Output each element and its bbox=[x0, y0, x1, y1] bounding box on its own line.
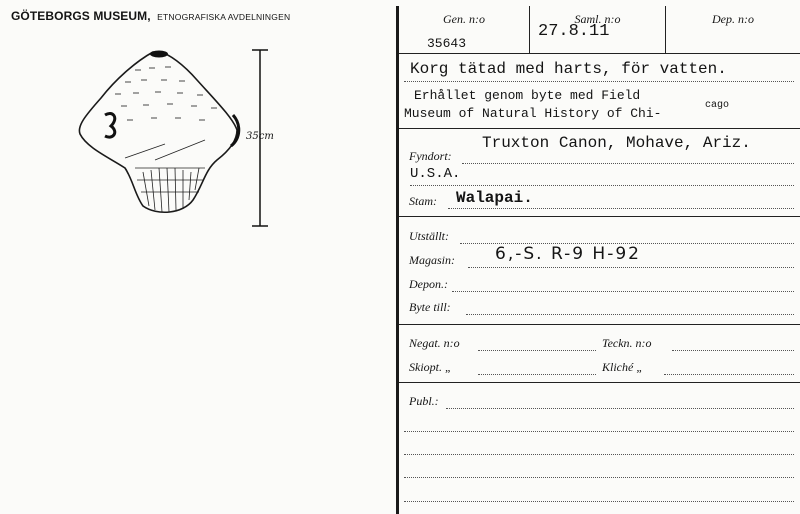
fyndort-leader-2 bbox=[410, 184, 794, 186]
gen-label: Gen. n:o bbox=[443, 12, 485, 26]
publ-leader bbox=[446, 407, 794, 409]
utstallt-label: Utställt: bbox=[409, 229, 450, 243]
object-title: Korg tätad med harts, för vatten. bbox=[410, 60, 727, 78]
museum-name: GÖTEBORGS MUSEUM, bbox=[11, 9, 151, 23]
negat-label: Negat. n:o bbox=[409, 336, 460, 350]
section-line bbox=[399, 216, 800, 217]
byte-leader bbox=[466, 313, 794, 315]
fyndort-label: Fyndort: bbox=[409, 149, 452, 163]
dep-label: Dep. n:o bbox=[712, 12, 754, 26]
fyndort-value-2: U.S.A. bbox=[410, 166, 461, 182]
stam-leader bbox=[448, 207, 794, 209]
teckn-leader bbox=[672, 349, 794, 351]
saml-cell bbox=[530, 6, 665, 53]
byte-label: Byte till: bbox=[409, 300, 451, 314]
saml-value: 27.8.11 bbox=[538, 22, 610, 41]
depon-leader bbox=[452, 290, 794, 292]
teckn-label: Teckn. n:o bbox=[602, 336, 652, 350]
skiopt-label: Skiopt. „ bbox=[409, 360, 452, 374]
publ-leader bbox=[404, 430, 794, 432]
kliche-leader bbox=[664, 373, 794, 375]
dep-cell bbox=[666, 6, 800, 53]
publ-leader bbox=[404, 476, 794, 478]
gen-cell bbox=[399, 6, 529, 53]
stam-value: Walapai. bbox=[456, 189, 533, 207]
card-border-left bbox=[396, 6, 399, 514]
section-line bbox=[399, 324, 800, 325]
negat-leader bbox=[478, 349, 596, 351]
acquisition-note-line2: Museum of Natural History of Chi- bbox=[404, 106, 662, 121]
skiopt-leader bbox=[478, 373, 596, 375]
stam-label: Stam: bbox=[409, 194, 437, 208]
magasin-value: 6,-S. R-9 H-92 bbox=[495, 244, 641, 264]
acquisition-note-line1: Erhållet genom byte med Field bbox=[414, 88, 641, 103]
acquisition-note-superscript: cago bbox=[705, 100, 730, 111]
section-line bbox=[399, 382, 800, 383]
scale-label: 35cm bbox=[246, 131, 274, 142]
museum-header bbox=[11, 7, 290, 25]
department-name: ETNOGRAFISKA AVDELNINGEN bbox=[157, 12, 291, 22]
depon-label: Depon.: bbox=[409, 277, 448, 291]
section-line bbox=[399, 128, 800, 129]
publ-label: Publ.: bbox=[409, 394, 439, 408]
card-header-row bbox=[399, 6, 800, 53]
saml-label: Saml. n:o bbox=[574, 12, 621, 26]
gen-value: 35643 bbox=[427, 36, 467, 51]
kliche-label: Kliché „ bbox=[602, 360, 643, 374]
publ-leader bbox=[404, 453, 794, 455]
publ-leader bbox=[404, 500, 794, 502]
magasin-label: Magasin: bbox=[409, 253, 455, 267]
header-bottom-line bbox=[399, 53, 800, 54]
fyndort-value: Truxton Canon, Mohave, Ariz. bbox=[482, 134, 751, 152]
magasin-leader bbox=[468, 266, 794, 268]
fyndort-leader bbox=[462, 162, 794, 164]
title-underline bbox=[404, 80, 794, 82]
